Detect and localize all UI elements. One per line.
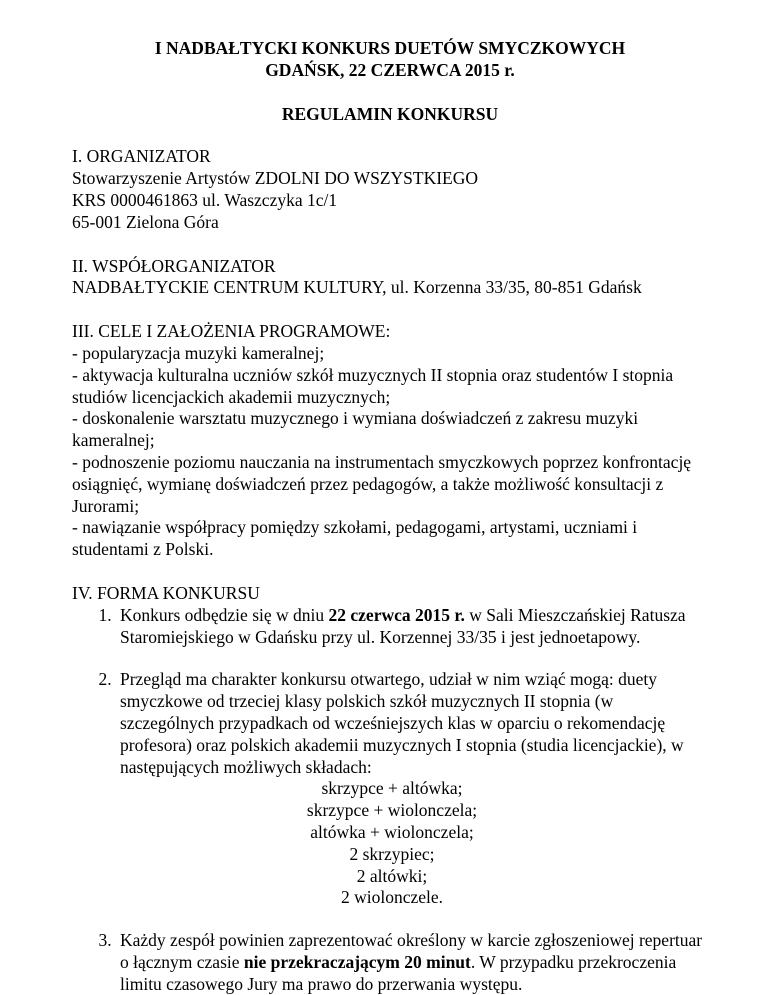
section-form xyxy=(72,583,708,995)
organizer-line: 65-001 Zielona Góra xyxy=(72,211,219,232)
organizer-heading: I. ORGANIZATOR xyxy=(72,146,211,167)
composition-item: 2 skrzypiec; xyxy=(349,843,435,864)
goal-item: - aktywacja kulturalna uczniów szkół muzycznych II stopnia oraz studentów I stopnia studiów licencjackich akademii muzycznych; xyxy=(72,364,674,407)
form-rule-2 xyxy=(116,669,708,909)
section-coorganizer xyxy=(72,256,708,300)
form-rules-list xyxy=(72,605,708,995)
form-rule-1 xyxy=(116,605,708,649)
organizer-line: KRS 0000461863 ul. Waszczyka 1c/1 xyxy=(72,189,338,210)
section-goals xyxy=(72,321,708,561)
section-organizer xyxy=(72,146,708,233)
coorganizer-heading: II. WSPÓŁORGANIZATOR xyxy=(72,255,276,276)
rule-3-text-start: Każdy zespół powinien zaprezentować określony w karcie zgłoszeniowej repertuar o łącznym czasie xyxy=(120,930,703,972)
organizer-line: Stowarzyszenie Artystów ZDOLNI DO WSZYSTKIEGO xyxy=(72,168,479,189)
title-line-1: I NADBAŁTYCKI KONKURS DUETÓW SMYCZKOWYCH xyxy=(154,38,626,58)
form-rule-3 xyxy=(116,930,708,995)
goal-item: - nawiązanie współpracy pomiędzy szkołami, pedagogami, artystami, uczniami i studentami z Polski. xyxy=(72,517,638,560)
rule-3-text-end: . W przypadku przekroczenia limitu czasowego Jury ma prawo do przerwania występu. xyxy=(120,951,677,994)
rule-1-date: 22 czerwca 2015 r. xyxy=(328,604,465,625)
coorganizer-line: NADBAŁTYCKIE CENTRUM KULTURY, ul. Korzenna 33/35, 80-851 Gdańsk xyxy=(72,277,642,298)
rule-2-text: Przegląd ma charakter konkursu otwartego, udział w nim wziąć mogą: duety smyczkowe od trzeciej klasy polskich szkół muzycznych II stopnia (w szczególnych przypadkach od wcześniejszych klas w oparciu o rekomendację profesora) oraz polskich akademii muzycznych I stopnia (studia licencjackie), w następujących możliwych składach: xyxy=(120,669,684,777)
rule-1-text-end: w Sali Mieszczańskiej Ratusza Staromiejskiego w Gdańsku przy ul. Korzennej 33/35 i jest jednoetapowy. xyxy=(120,604,686,647)
form-heading: IV. FORMA KONKURSU xyxy=(72,582,260,603)
ensemble-compositions xyxy=(76,778,708,909)
rule-1-text-start: Konkurs odbędzie się w dniu xyxy=(120,604,329,625)
regulations-title: REGULAMIN KONKURSU xyxy=(281,103,499,124)
goal-item: - popularyzacja muzyki kameralnej; xyxy=(72,342,325,363)
goals-heading: III. CELE I ZAŁOŻENIA PROGRAMOWE: xyxy=(72,321,391,342)
composition-item: skrzypce + altówka; xyxy=(321,778,463,799)
rule-3-time-limit: nie przekraczającym 20 minut xyxy=(243,951,471,972)
goal-item: - podnoszenie poziomu nauczania na instrumentach smyczkowych poprzez konfrontację osiągnięć, wymianę doświadczeń przez pedagogów, a także możliwość konsultacji z Jurorami; xyxy=(72,451,692,516)
goal-item: - doskonalenie warsztatu muzycznego i wymiana doświadczeń z zakresu muzyki kameralnej; xyxy=(72,408,639,451)
composition-item: altówka + wiolonczela; xyxy=(310,821,474,842)
composition-item: 2 wiolonczele. xyxy=(340,887,444,908)
composition-item: 2 altówki; xyxy=(356,865,428,886)
composition-item: skrzypce + wiolonczela; xyxy=(306,800,478,821)
document-title xyxy=(72,38,708,82)
title-line-2: GDAŃSK, 22 CZERWCA 2015 r. xyxy=(265,59,515,80)
